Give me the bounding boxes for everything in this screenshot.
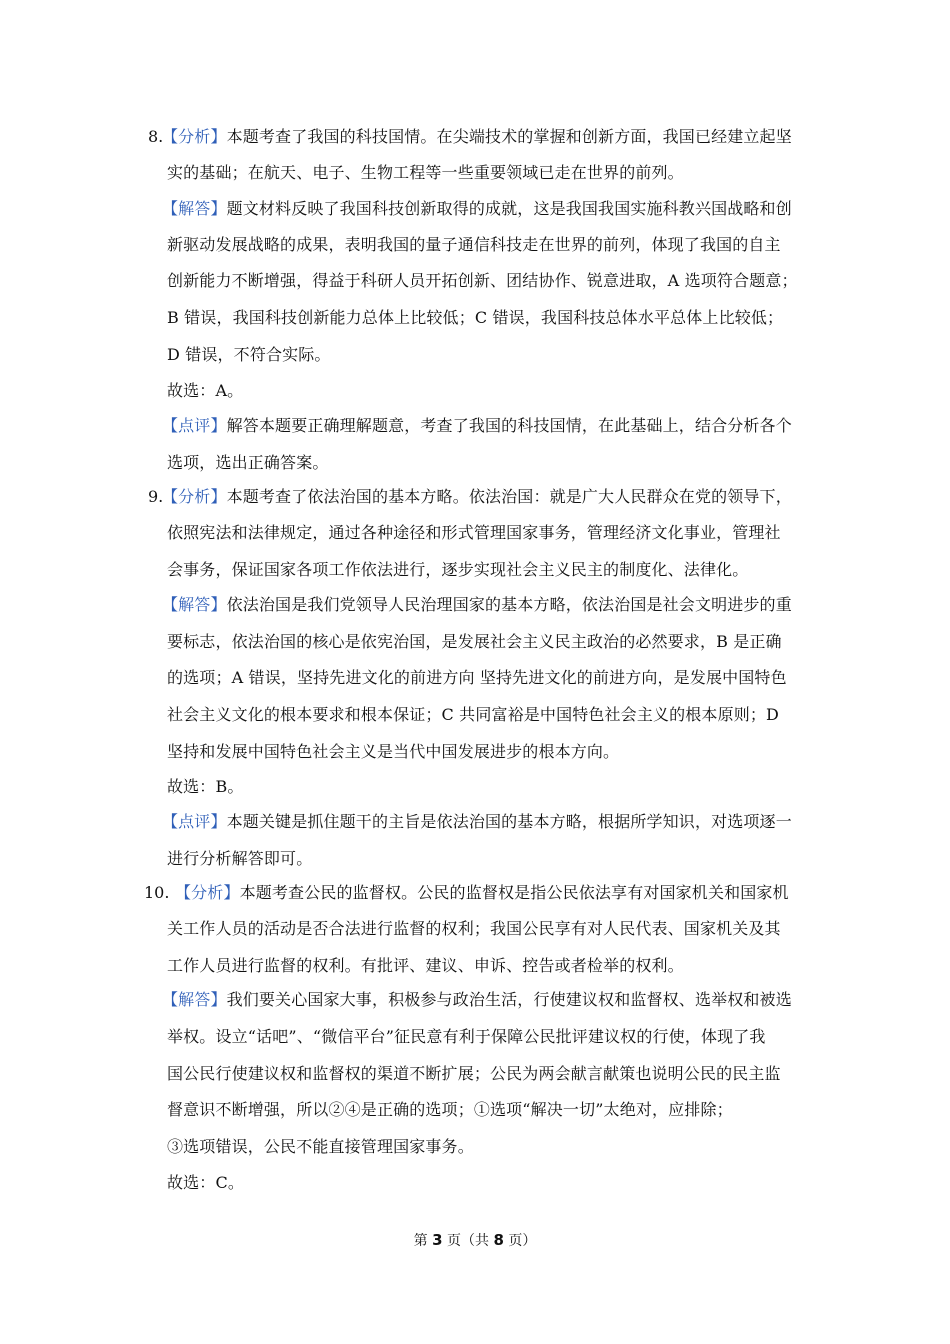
choice-line: 故选：B。 xyxy=(167,777,244,796)
comment-line: 选项，选出正确答案。 xyxy=(167,453,329,472)
answer-line: 的选项；A 错误，坚持先进文化的前进方向 坚持先进文化的前进方向，是发展中国特色 xyxy=(167,668,787,687)
answer-line: 督意识不断增强，所以②④是正确的选项；①选项“解决一切”太绝对，应排除； xyxy=(167,1100,733,1119)
answer-tag: 【解答】 xyxy=(162,595,227,614)
analysis-line: 依照宪法和法律规定，通过各种途径和形式管理国家事务，管理经济文化事业，管理社 xyxy=(167,523,781,542)
analysis-tag: 【分析】 xyxy=(175,883,240,902)
answer-line: 国公民行使建议权和监督权的渠道不断扩展；公民为两会献言献策也说明公民的民主监 xyxy=(167,1064,781,1083)
answer-line: 【解答】我们要关心国家大事，积极参与政治生活，行使建议权和监督权、选举权和被选 xyxy=(162,990,792,1009)
answer-line: D 错误，不符合实际。 xyxy=(167,345,331,364)
comment-line: 【点评】本题关键是抓住题干的主旨是依法治国的基本方略，根据所学知识，对选项逐一 xyxy=(162,812,792,831)
question-number: 8. xyxy=(148,127,164,146)
answer-line: 【解答】依法治国是我们党领导人民治理国家的基本方略，依法治国是社会文明进步的重 xyxy=(162,595,792,614)
answer-line: B 错误，我国科技创新能力总体上比较低；C 错误，我国科技总体水平总体上比较低； xyxy=(167,308,784,327)
comment-line: 【点评】解答本题要正确理解题意，考查了我国的科技国情，在此基础上，结合分析各个 xyxy=(162,416,792,435)
total-pages-number: 8 xyxy=(493,1231,504,1249)
analysis-line: 工作人员进行监督的权利。有批评、建议、申诉、控告或者检举的权利。 xyxy=(167,956,684,975)
answer-tag: 【解答】 xyxy=(162,199,227,218)
analysis-line: 实的基础；在航天、电子、生物工程等一些重要领域已走在世界的前列。 xyxy=(167,163,684,182)
answer-line: 举权。设立“话吧”、“微信平台”征民意有利于保障公民批评建议权的行使，体现了我 xyxy=(167,1027,766,1046)
analysis-tag: 【分析】 xyxy=(162,127,227,146)
analysis-line: 关工作人员的活动是否合法进行监督的权利；我国公民享有对人民代表、国家机关及其 xyxy=(167,919,781,938)
answer-line: 社会主义文化的根本要求和根本保证；C 共同富裕是中国特色社会主义的根本原则；D xyxy=(167,705,780,724)
answer-line: ③选项错误，公民不能直接管理国家事务。 xyxy=(167,1137,474,1156)
analysis-line: 会事务，保证国家各项工作依法进行，逐步实现社会主义民主的制度化、法律化。 xyxy=(167,560,749,579)
analysis-line: 【分析】本题考查了依法治国的基本方略。依法治国：就是广大人民群众在党的领导下， xyxy=(162,487,792,506)
choice-line: 故选：C。 xyxy=(167,1173,244,1192)
question-number: 10. xyxy=(144,883,170,902)
answer-line: 【解答】题文材料反映了我国科技创新取得的成就，这是我国我国实施科教兴国战略和创 xyxy=(162,199,792,218)
answer-tag: 【解答】 xyxy=(162,990,227,1009)
answer-line: 新驱动发展战略的成果，表明我国的量子通信科技走在世界的前列，体现了我国的自主 xyxy=(167,235,781,254)
answer-line: 要标志，依法治国的核心是依宪治国，是发展社会主义民主政治的必然要求，B 是正确 xyxy=(167,632,782,651)
comment-tag: 【点评】 xyxy=(162,416,227,435)
answer-line: 坚持和发展中国特色社会主义是当代中国发展进步的根本方向。 xyxy=(167,742,620,761)
analysis-line: 【分析】本题考查公民的监督权。公民的监督权是指公民依法享有对国家机关和国家机 xyxy=(175,883,789,902)
current-page-number: 3 xyxy=(432,1231,443,1249)
answer-line: 创新能力不断增强，得益于科研人员开拓创新、团结协作、锐意进取，A 选项符合题意； xyxy=(167,271,798,290)
analysis-tag: 【分析】 xyxy=(162,487,227,506)
comment-line: 进行分析解答即可。 xyxy=(167,849,313,868)
page-footer: 第 3 页（共 8 页） xyxy=(413,1231,537,1249)
choice-line: 故选：A。 xyxy=(167,381,244,400)
analysis-line: 【分析】本题考查了我国的科技国情。在尖端技术的掌握和创新方面，我国已经建立起坚 xyxy=(162,127,792,146)
question-number: 9. xyxy=(148,487,164,506)
comment-tag: 【点评】 xyxy=(162,812,227,831)
